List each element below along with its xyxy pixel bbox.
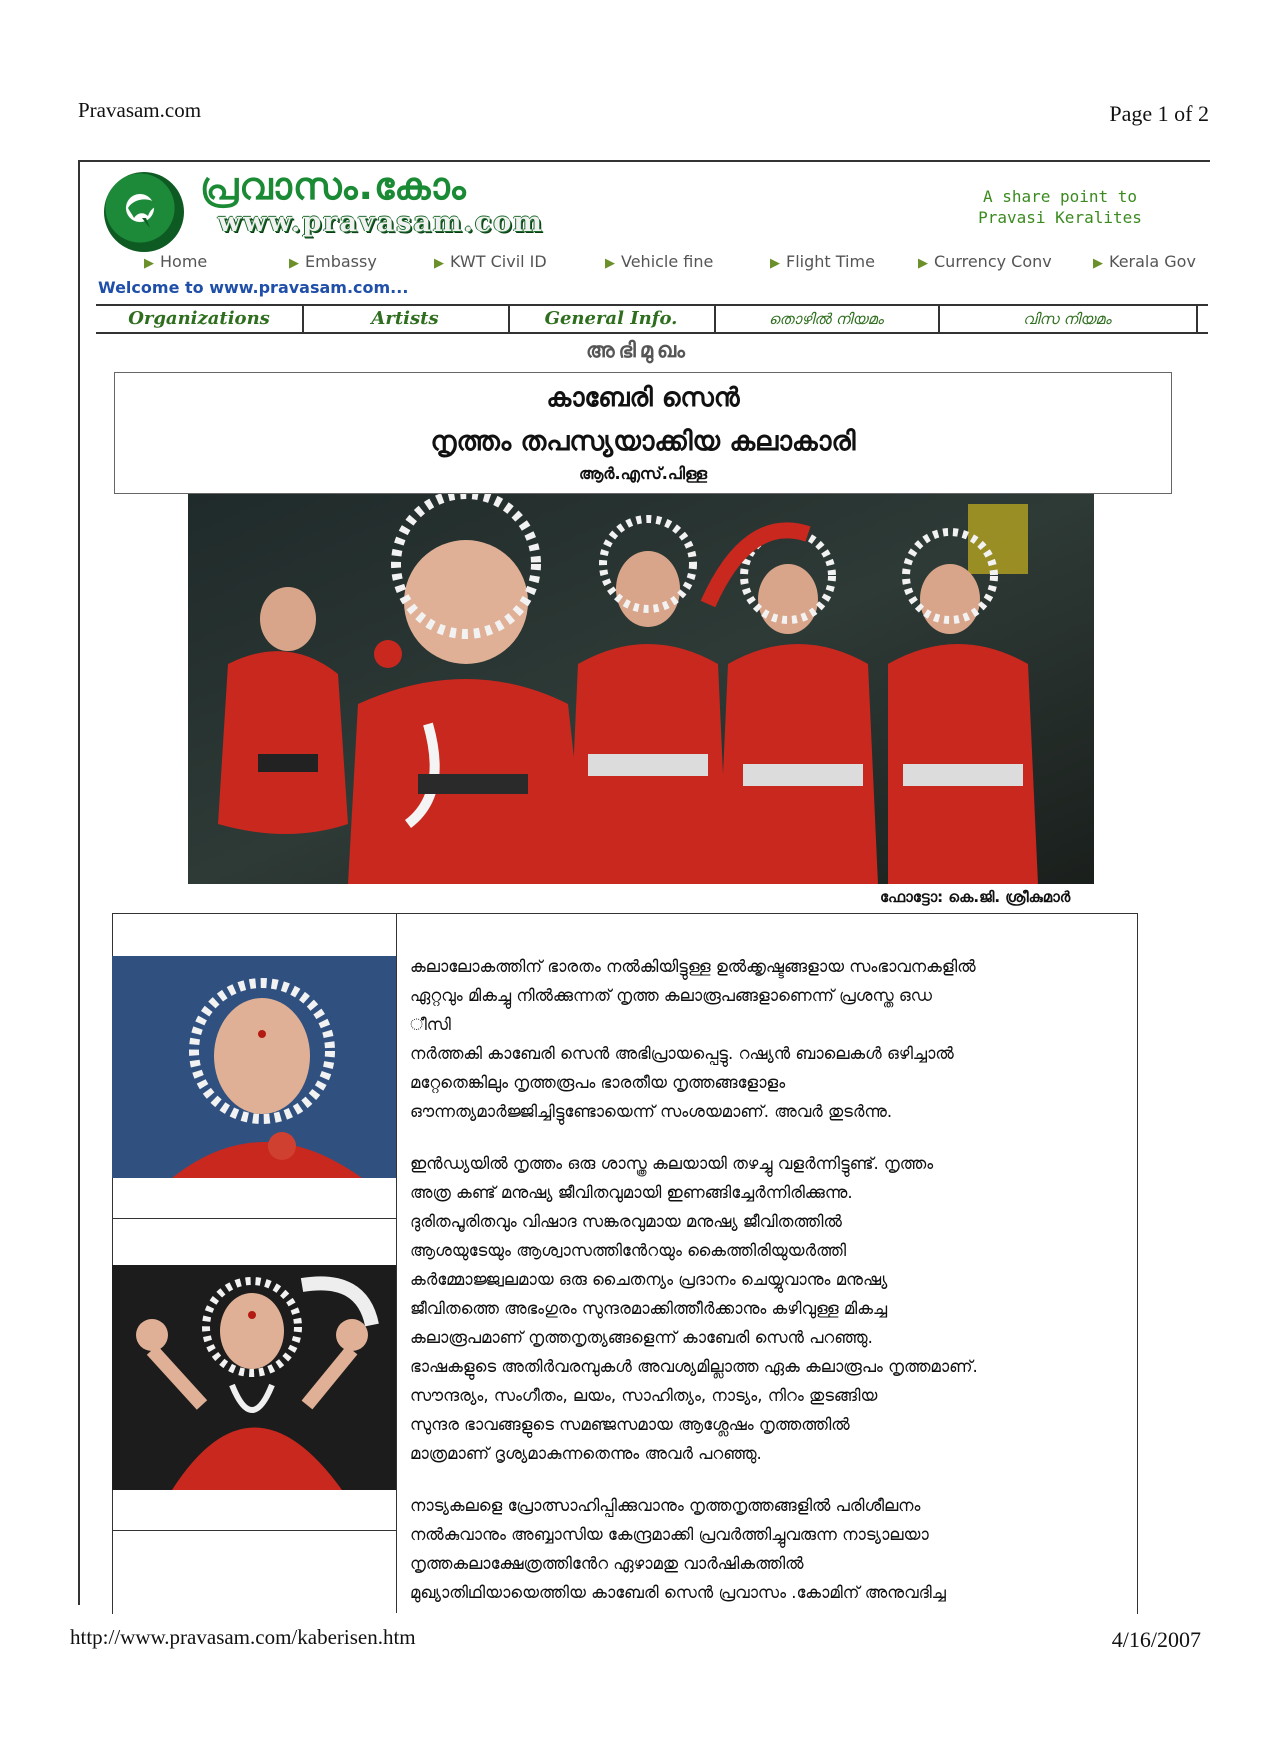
text-line: മുഖ്യാതിഥിയായെത്തിയ കാബേരി സെൻ പ്രവാസം .കോമിന് അനുവദിച്ച: [410, 1583, 946, 1602]
article-headline: നൃത്തം തപസ്യയാക്കിയ കലാകാരി: [430, 426, 856, 457]
category-bar: [96, 304, 1208, 334]
nav-currency-conv[interactable]: ▶ Currency Conv: [918, 252, 1052, 271]
text-line: ആശയുടേയും ആശ്വാസത്തിൻേറയും കൈത്തിരിയുയർത്തി: [410, 1241, 847, 1260]
text-line: കലാലോകത്തിന് ഭാരതം നൽകിയിട്ടുള്ള ഉൽക്കൃഷ്ടങ്ങളായ സംഭാവനകളിൽ: [410, 957, 976, 976]
article-paragraph: [410, 1149, 1150, 1468]
category-general-info[interactable]: General Info.: [508, 306, 716, 332]
text-line: മറ്റേതെങ്കിലും നൃത്തരൂപം ഭാരതീയ നൃത്തങ്ങളോളം: [410, 1073, 786, 1092]
play-arrow-icon: ▶: [144, 256, 154, 271]
text-line: മാത്രമാണ് ദൃശ്യമാകുന്നതെന്നും അവർ പറഞ്ഞു.: [410, 1444, 762, 1463]
article-subject: കാബേരി സെൻ: [546, 383, 740, 413]
dancer-pose-photo: [112, 1265, 396, 1490]
category-labour-law[interactable]: തൊഴിൽ നിയമം: [714, 306, 940, 332]
site-tagline: A share point to Pravasi Keralites: [978, 187, 1142, 227]
text-line: സൗന്ദര്യം, സംഗീതം, ലയം, സാഹിത്യം, നാട്യം, നിറം തുടങ്ങിയ: [410, 1386, 878, 1405]
photo-credit: ഫോട്ടോ: കെ.ജി. ശ്രീകുമാർ: [880, 888, 1071, 906]
text-line: നൃത്തകലാക്ഷേത്രത്തിൻേറ ഏഴാമതു വാർഷികത്തിൽ: [410, 1554, 804, 1573]
play-arrow-icon: ▶: [770, 256, 780, 271]
text-line: കർമ്മോജ്ജ്വലമായ ഒരു ചൈതന്യം പ്രദാനം ചെയ്യുവാനും മനുഷ്യ: [410, 1270, 888, 1289]
text-line: ഇൻഡ്യയിൽ നൃത്തം ഒരു ശാസ്ത്ര കലയായി തഴച്ചു വളർന്നിട്ടുണ്ട്. നൃത്തം: [410, 1154, 934, 1173]
column-divider: [396, 913, 397, 1613]
text-line: നർത്തകി കാബേരി സെൻ അഭിപ്രായപ്പെട്ടു. റഷ്യൻ ബാലെകൾ ഒഴിച്ചാൽ: [410, 1044, 954, 1063]
nav-kwt-civil-id[interactable]: ▶ KWT Civil ID: [434, 252, 547, 271]
globe-logo-icon[interactable]: [104, 172, 184, 252]
section-title: അഭിമുഖം: [586, 338, 689, 362]
play-arrow-icon: ▶: [289, 256, 299, 271]
dancers-group-photo: [188, 494, 1094, 884]
article-title-box: [114, 372, 1172, 494]
category-organizations[interactable]: Organizations: [96, 306, 304, 332]
top-nav: [144, 252, 1224, 274]
side-divider: [112, 1218, 396, 1219]
dancer-portrait-photo: [112, 956, 396, 1178]
nav-embassy[interactable]: ▶ Embassy: [289, 252, 377, 271]
text-line: ഏറ്റവും മികച്ചു നിൽക്കുന്നത് നൃത്ത കലാരൂപങ്ങളാണെന്ന് പ്രശസ്ത ഒഡ: [410, 986, 932, 1005]
text-line: ഭാഷകളുടെ അതിർവരമ്പുകൾ അവശ്യമില്ലാത്ത ഏക കലാരൂപം നൃത്തമാണ്.: [410, 1357, 978, 1376]
nav-flight-time[interactable]: ▶ Flight Time: [770, 252, 875, 271]
print-header-site: Pravasam.com: [78, 98, 202, 122]
print-header-page: Page 1 of 2: [1109, 101, 1209, 126]
text-line: അത്ര കണ്ട് മനുഷ്യ ജീവിതവുമായി ഇണങ്ങിച്ചേർന്നിരിക്കുന്നു.: [410, 1183, 853, 1202]
play-arrow-icon: ▶: [918, 256, 928, 271]
text-line: കലാരൂപമാണ് നൃത്തനൃത്യങ്ങളെന്ന് കാബേരി സെൻ പറഞ്ഞു.: [410, 1328, 873, 1347]
nav-vehicle-fine[interactable]: ▶ Vehicle fine: [605, 252, 714, 271]
nav-kerala-gov[interactable]: ▶ Kerala Gov: [1093, 252, 1196, 271]
text-line: സുന്ദര ഭാവങ്ങളുടെ സമഞ്ജസമായ ആശ്ലേഷം നൃത്തത്തിൽ: [410, 1415, 850, 1434]
play-arrow-icon: ▶: [434, 256, 444, 271]
text-line: ദുരിതപൂരിതവും വിഷാദ സങ്കരവുമായ മനുഷ്യ ജീവിതത്തിൽ: [410, 1212, 842, 1231]
text-line: നൽകുവാനും അബ്ബാസിയ കേന്ദ്രമാക്കി പ്രവർത്തിച്ചുവരുന്ന നാട്യാലയാ: [410, 1525, 929, 1544]
category-visa-law[interactable]: വിസ നിയമം: [938, 306, 1198, 332]
text-line: നാട്യകലളെ പ്രോത്സാഹിപ്പിക്കുവാനും നൃത്തനൃത്തങ്ങളിൽ പരിശീലനം: [410, 1496, 921, 1515]
article-author: ആർ.എസ്.പിള്ള: [578, 464, 708, 483]
print-footer-url: http://www.pravasam.com/kaberisen.htm: [70, 1625, 416, 1649]
side-divider: [112, 1530, 396, 1531]
article-paragraph: [410, 952, 1150, 1126]
article-paragraph: [410, 1491, 1150, 1607]
text-line: ജീവിതത്തെ അഭംഗുരം സുന്ദരമാക്കിത്തീർക്കാനും കഴിവുള്ള മികച്ച: [410, 1299, 888, 1318]
logo-url[interactable]: www.pravasam.com: [218, 207, 544, 238]
play-arrow-icon: ▶: [605, 256, 615, 271]
nav-home[interactable]: ▶ Home: [144, 252, 208, 271]
print-footer-date: 4/16/2007: [1111, 1627, 1201, 1652]
logo-malayalam[interactable]: പ്രവാസം.കോം: [200, 164, 467, 208]
text-line: ഔന്നത്യമാർജ്ജിച്ചിട്ടുണ്ടോയെന്ന് സംശയമാണ്. അവർ തുടർന്നു.: [410, 1102, 893, 1121]
welcome-link[interactable]: Welcome to www.pravasam.com...: [98, 278, 409, 297]
text-line: ീസി: [410, 1015, 451, 1034]
play-arrow-icon: ▶: [1093, 256, 1103, 271]
category-artists[interactable]: Artists: [302, 306, 510, 332]
article-body: [410, 952, 1150, 1630]
